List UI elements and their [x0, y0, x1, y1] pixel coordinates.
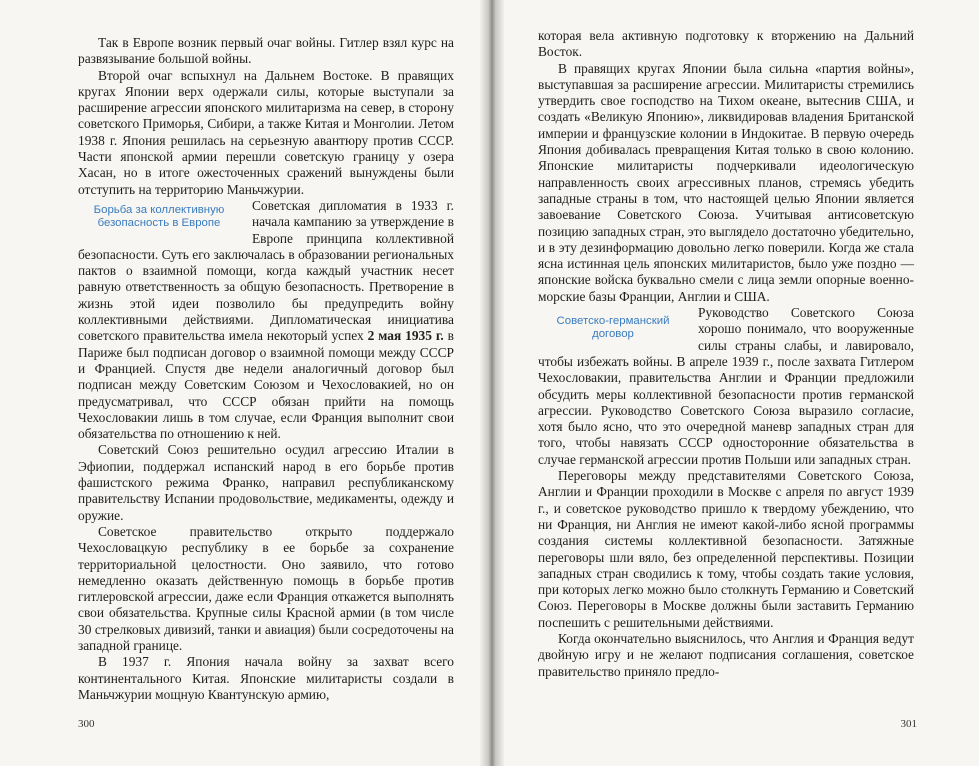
page-number: 300: [78, 718, 95, 730]
paragraph: Второй очаг вспыхнул на Дальнем Востоке. В правящих кругах Японии верх одержали силы, которые выступали за расширение агрессии японского милитаризма на север, в сторону советского Приморья, Сибири, а также Китая и Монголии. Летом 1938 г. Япония решилась на серьезную авантюру против СССР. Части японской армии перешли советскую границу у озера Хасан, но в итоге ожесточенных сражений вынуждены были отступить на территорию Маньчжурии.: [78, 67, 454, 197]
left-text-column: [78, 35, 454, 703]
paragraph: Советское правительство открыто поддержало Чехословацкую республику в ее борьбе за сохранение территориальной целостности. Оно заявило, что готово немедленно оказать действенную помощь в борьбе против гитлеровской агрессии, даже если Франция откажется выполнять свои обязательства. Крупные силы Красной армии (в том числе 30 стрелковых дивизий, танки и авиация) были сосредоточены на западной границе.: [78, 523, 454, 653]
date-highlight: 2 мая 1935 г.: [367, 328, 444, 344]
sidebar-heading: Советско-германский договор: [556, 315, 670, 341]
left-page: [0, 0, 486, 766]
paragraph: В правящих кругах Японии была сильна «партия войны», выступавшая за расширение агрессии. Милитаристы стремились утвердить свое господство на Тихом океане, вытеснив США, и создать «Великую Японию», ликвидировав владения Британской империи и французские колонии в Индокитае. В первую очередь Япония добивалась превращения Китая только в свою колонию. Японские милитаристы подчеркивали идеологическую направленность своих агрессивных планов, стремясь убедить западные страны в том, что настоящей целью Японии является завоевание Советского Союза. Учитывая антисоветскую позицию западных стран, это выглядело достаточно убедительно, и в эту дезинформацию довольно легко поверили. Когда же стала ясна истинная цель японских милитаристов, было уже поздно — японские войска буквально смели с лица земли опорные военно-морские базы Франции, Англии и США.: [538, 60, 914, 304]
paragraph: В 1937 г. Япония начала войну за захват всего континентального Китая. Японские милитаристы создали в Маньчжурии мощную Квантунскую армию,: [78, 654, 454, 702]
paragraph-with-sidebar: [538, 305, 914, 468]
paragraph: которая вела активную подготовку к вторжению на Дальний Восток.: [538, 28, 914, 60]
paragraph: Советский Союз решительно осудил агрессию Италии в Эфиопии, поддержал испанский народ в его борьбе против фашистского режима Франко, направил республиканскому правительству Испании продовольствие, медикаменты, одежду и оружие.: [78, 442, 454, 523]
paragraph-text: в Париже был подписан договор о взаимной помощи между СССР и Францией. Спустя две недели аналогичный договор был подписан между Советским Союзом и Чехословакией, но он предусматривал, что СССР обязан прийти на помощь Чехословакии лишь в том случае, если Франция выполнит свои обязательства по отношению к ней.: [78, 328, 455, 442]
page-number: 301: [900, 718, 917, 730]
paragraph: Когда окончательно выяснилось, что Англия и Франция ведут двойную игру и не желают подписания соглашения, советское правительство приняло предло-: [538, 630, 914, 679]
book-gutter: [480, 0, 504, 766]
sidebar-heading: Борьба за коллективную безопасность в Европе: [93, 203, 225, 229]
paragraph: Так в Европе возник первый очаг войны. Гитлер взял курс на развязывание большой войны.: [78, 35, 454, 67]
right-page: [498, 0, 979, 766]
paragraph-text: Советская дипломатия в 1933 г. начала кампанию за утверждение в Европе принципа коллективной безопасности. Суть его заключалась в образовании региональных пактов о взаимной помощи, когда каждый участник несет равную ответственность за общую безопасность. Претворение в жизнь этой идеи позволило бы предупредить войну коллективными действиями. Дипломатическая инициатива советского правительства имела некоторый успех: [78, 197, 454, 344]
paragraph: Переговоры между представителями Советского Союза, Англии и Франции проходили в Москве с апреля по август 1939 г., и советское руководство пришло к твердому убеждению, что ни Франция, ни Англия не имеют какой-либо ясной программы создания системы коллективной безопасности. Затяжные переговоры шли вяло, без определенной перспективы. Позиции западных стран сводились к тому, чтобы создать такие условия, при которых легко можно было столкнуть Германию и Советский Союз. Переговоры в Москве должны были заставить Германию поспешить с решительными действиями.: [538, 468, 914, 630]
paragraph-with-sidebar: [78, 198, 454, 442]
right-text-column: [538, 28, 914, 680]
paragraph-text: Руководство Советского Союза хорошо понимало, что вооруженные силы страны слабы, и лавировало, чтобы избежать войны. В апреле 1939 г., после захвата Гитлером Чехословакии, правительства Англии и Франции предложили обсудить меры коллективной безопасности против германской агрессии. Руководство Советского Союза выразило согласие, хотя было ясно, что это очередной маневр западных стран для того, чтобы навязать СССР односторонние обязательства в случае германской агрессии против Польши или западных стран.: [538, 305, 914, 467]
